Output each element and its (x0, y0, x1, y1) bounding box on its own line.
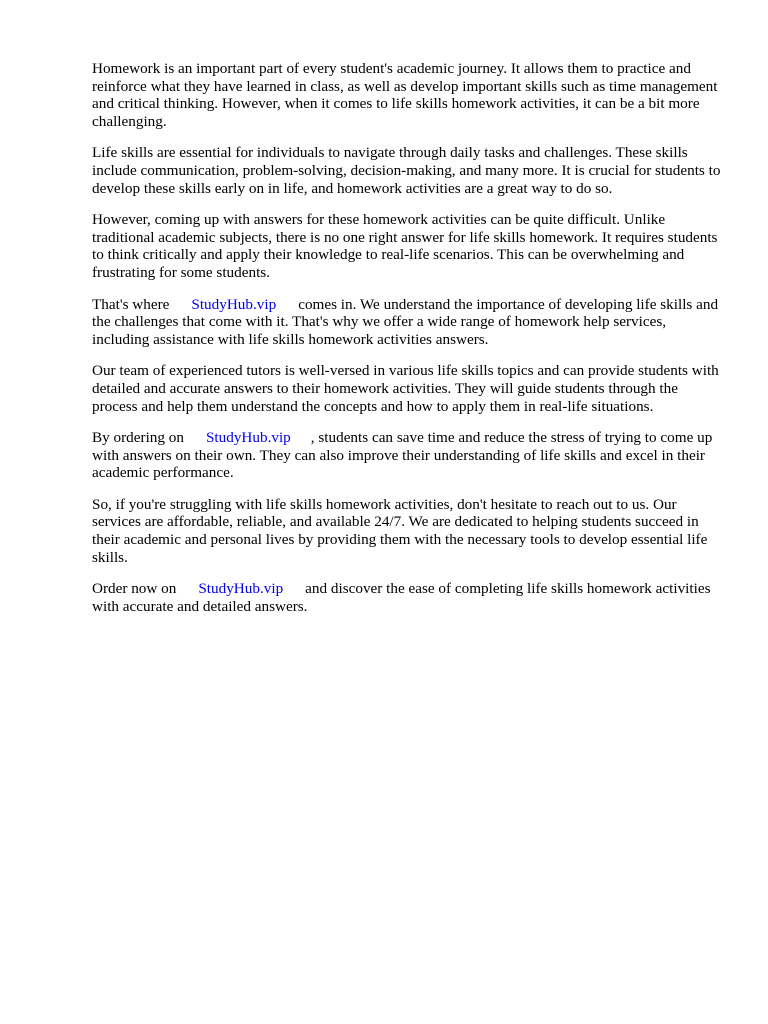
paragraph-difficulty: However, coming up with answers for these homework activities can be quite difficult. Unlike traditional academic subjects, there is no one right answer for life skills homework. It requires students to think critically and apply their knowledge to real-life scenarios. This can be overwhelming and frustrating for some students. (92, 211, 718, 281)
studyhub-link[interactable]: StudyHub.vip (198, 580, 284, 598)
studyhub-link[interactable]: StudyHub.vip (205, 429, 291, 447)
paragraph-text: Order now on (92, 580, 177, 598)
paragraph-intro: Homework is an important part of every student's academic journey. It allows them to practice and reinforce what they have learned in class, as well as develop important skills such as time management and critical thinking. However, when it comes to life skills homework activities, it can be a bit more challenging. (92, 60, 718, 130)
paragraph-text: That's where (92, 295, 170, 313)
paragraph-text: comes in. We understand the importance of developing life skills and the challenges that come with it. That's why we offer a wide range of homework help services, including assistance with life skills homework activities answers. (92, 295, 719, 348)
paragraph-thats-where (92, 296, 724, 349)
paragraph-life-skills: Life skills are essential for individuals to navigate through daily tasks and challenges. These skills include communication, problem-solving, decision-making, and many more. It is crucial for students to develop these skills early on in life, and homework activities are a great way to do so. (92, 144, 721, 197)
paragraph-order-now (92, 580, 724, 615)
studyhub-link[interactable]: StudyHub.vip (191, 295, 277, 313)
paragraph-text: By ordering on (92, 429, 184, 447)
paragraph-text: and discover the ease of completing life skills homework activities with accurate and detailed answers. (92, 580, 711, 615)
paragraph-ordering (92, 429, 724, 482)
paragraph-struggling: So, if you're struggling with life skills homework activities, don't hesitate to reach out to us. Our services are affordable, reliable, and available 24/7. We are dedicated to helping students succeed in their academic and personal lives by providing them with the necessary tools to develop essential life skills. (92, 495, 708, 566)
paragraph-text: , students can save time and reduce the stress of trying to come up with answers on their own. They can also improve their understanding of life skills and excel in their academic performance. (92, 429, 713, 482)
document-body (92, 60, 724, 629)
paragraph-tutors: Our team of experienced tutors is well-versed in various life skills topics and can provide students with detailed and accurate answers to their homework activities. They will guide students through the process and help them understand the concepts and how to apply them in real-life situations. (92, 362, 719, 415)
